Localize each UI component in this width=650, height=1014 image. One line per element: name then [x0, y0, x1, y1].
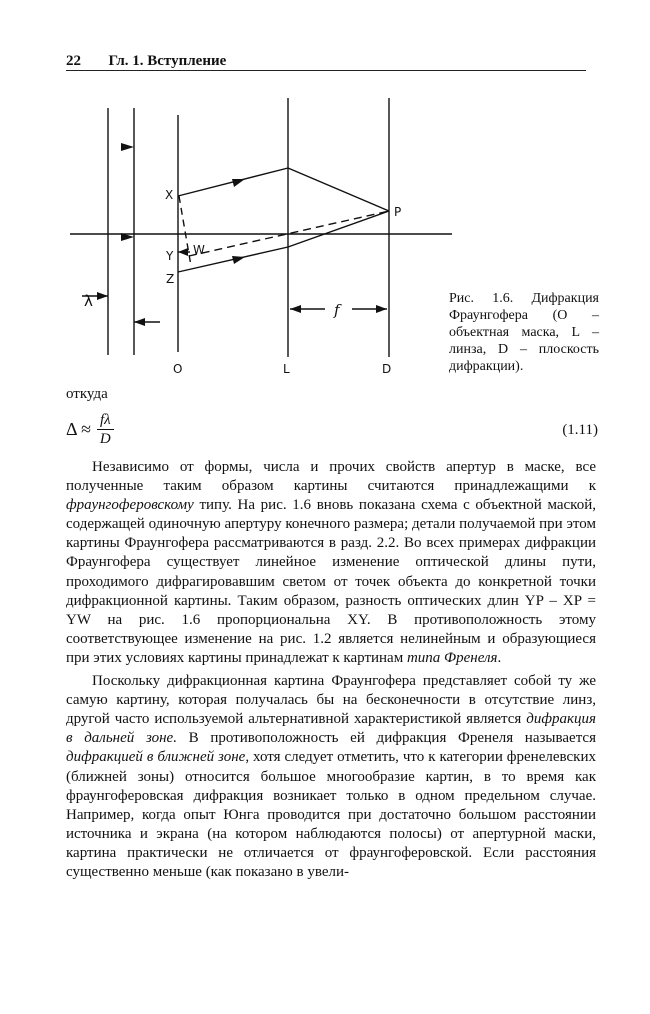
- ray-lens-to-p-lower: [288, 211, 389, 247]
- label-p: P: [394, 205, 402, 219]
- arrow-ray-z: [232, 256, 245, 264]
- arrow-ray-x: [232, 179, 245, 187]
- paragraph-2-run: дифракция в дальней зоне.: [66, 711, 596, 747]
- paragraph-1: [66, 458, 596, 668]
- chapter-title: Гл. 1. Вступление: [108, 53, 227, 69]
- arrow-f-left: [290, 305, 301, 313]
- label-l: L: [283, 362, 290, 376]
- ray-lens-to-p-upper: [288, 168, 389, 211]
- arrow-wave-1: [121, 143, 134, 151]
- paragraph-2-run: Поскольку дифракционная картина Фраунгофера представляет собой ту же самую картину, которая получалась бы на бесконечности в отсутствие линз, другой часто используемой альтернативной характеристикой является: [66, 673, 596, 728]
- equation-lhs: Δ ≈: [66, 418, 91, 439]
- paragraph-1-run: типа Френеля: [406, 649, 498, 666]
- page-number: 22: [66, 53, 81, 69]
- equation-number: (1.11): [562, 422, 598, 438]
- paragraph-1-run: .: [497, 649, 502, 666]
- paragraph-2-run: дифракцией в ближней зоне: [66, 749, 246, 766]
- figure-caption: Рис. 1.6. Дифракция Фраунгофера (O – объектная маска, L – линза, D – плоскость дифракции).: [449, 291, 599, 374]
- equation-1-11: [66, 408, 114, 450]
- label-z: Z: [166, 272, 175, 286]
- arrow-lambda-top: [97, 292, 108, 300]
- arrow-lambda-bottom: [134, 318, 145, 326]
- arrow-w: [178, 248, 188, 256]
- equation-denominator: D: [99, 430, 111, 447]
- equation-fraction: [97, 411, 114, 448]
- label-x: X: [165, 188, 174, 202]
- label-lambda: λ: [84, 292, 93, 310]
- paragraph-2-run: В противоположность ей дифракция Френеля называется: [176, 730, 596, 747]
- text-otkuda: откуда: [66, 386, 108, 402]
- paragraph-2-run: , хотя следует отметить, что к категории френелевских (ближней зоны) относится большое многообразие картин, в то время как фраунгоферовская дифракция возникает только в одном предельном случае. Например, когда опыт Юнга проводится при достаточно большом расстоянии источника и экрана (на котором наблюдаются полосы) от апертурной маски, картина практически не отличается от фраунгоферовской. Если расстояния существенно меньше (как показано в увели-: [66, 749, 596, 880]
- paragraph-1-run: типу. На рис. 1.6 вновь показана схема с объектной маской, содержащей одиночную апертуру конечного размера; детали получаемой при этом картины Фраунгофера рассматриваются в разд. 2.2. Во всех примерах дифракции Фраунгофера существует линейное изменение оптической длины пути, проходимого дифрагировавшим светом от точек объекта до конкретной точки дифракционной картины. Таким образом, разность оптических длин YP – XP = YW на рис. 1.6 пропорциональна XY. В противоположность этому соответствующее изменение на рис. 1.2 является нелинейным и образующиеся при этих условиях картины принадлежат к картинам: [66, 497, 596, 666]
- body-text: [66, 458, 596, 882]
- label-d: D: [382, 362, 392, 376]
- label-f: f: [334, 301, 340, 319]
- equation-numerator: fλ: [97, 411, 114, 430]
- arrow-f-right: [376, 305, 387, 313]
- paragraph-1-run: фраунгоферовскому: [66, 497, 194, 514]
- label-y: Y: [166, 249, 174, 263]
- label-w: W: [193, 243, 205, 257]
- paragraph-1-run: Независимо от формы, числа и прочих свойств апертур в маске, все полученные таким образом картины считаются принадлежащими к: [66, 459, 596, 495]
- paragraph-2: [66, 672, 596, 882]
- label-o: O: [173, 362, 183, 376]
